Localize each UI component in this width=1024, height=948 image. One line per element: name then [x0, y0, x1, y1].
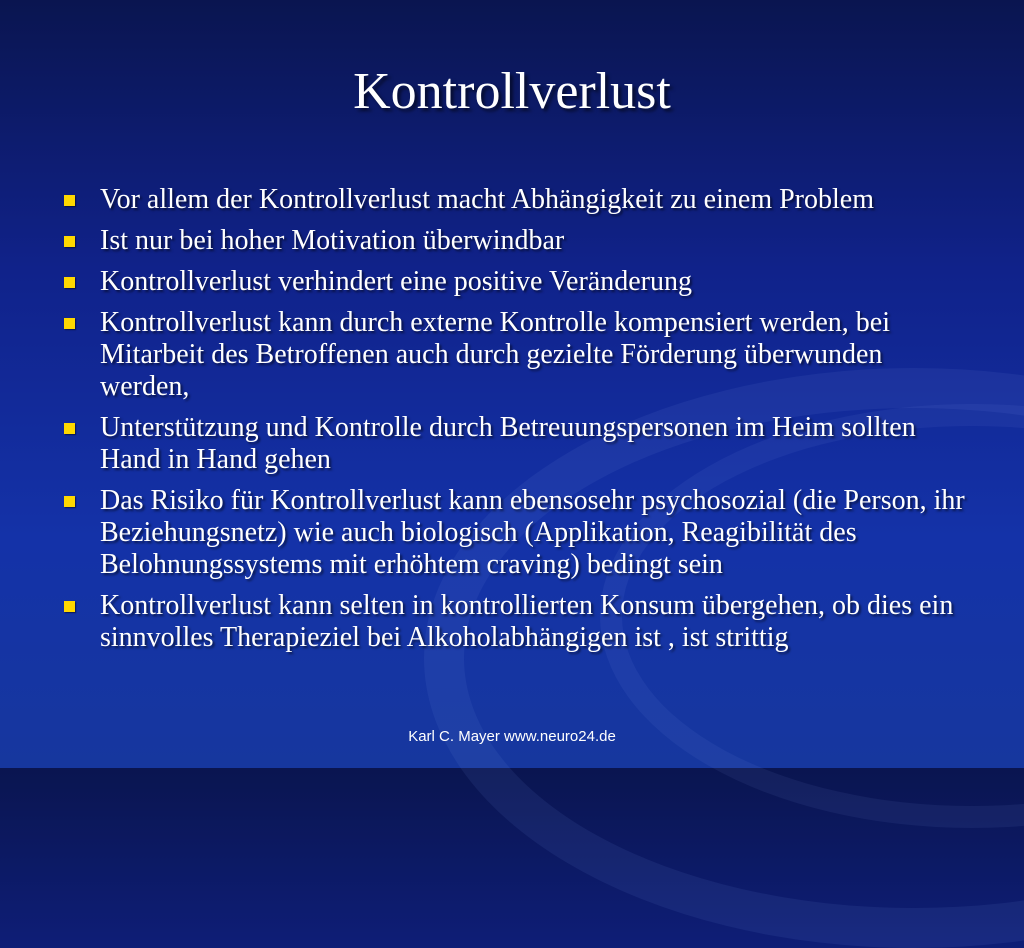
slide-title: Kontrollverlust [353, 63, 671, 120]
square-bullet-icon [64, 277, 75, 288]
square-bullet-icon [64, 496, 75, 507]
bullet-text: Das Risiko für Kontrollverlust kann ebensosehr psychosozial (die Person, ihr Beziehungsnetz) wie auch biologisch (Applikation, Reagibilität des Belohnungssystems mit erhöhtem craving) bedingt sein [100, 485, 965, 580]
bullet-item [62, 266, 974, 298]
slide-footer: Karl C. Mayer www.neuro24.de [408, 728, 616, 745]
bullet-text: Kontrollverlust verhindert eine positive Veränderung [100, 266, 692, 297]
square-bullet-icon [64, 195, 75, 206]
bullet-text: Kontrollverlust kann durch externe Kontrolle kompensiert werden, bei Mitarbeit des Betroffenen auch durch gezielte Förderung überwunden werden, [100, 307, 890, 402]
square-bullet-icon [64, 318, 75, 329]
bullet-item [62, 184, 974, 216]
square-bullet-icon [64, 236, 75, 247]
square-bullet-icon [64, 601, 75, 612]
bullet-text: Ist nur bei hoher Motivation überwindbar [100, 225, 565, 256]
bullet-text: Vor allem der Kontrollverlust macht Abhängigkeit zu einem Problem [100, 184, 874, 215]
bullet-item [62, 225, 974, 257]
bullet-item [62, 307, 974, 403]
bullet-item [62, 412, 974, 476]
bullet-text: Unterstützung und Kontrolle durch Betreuungspersonen im Heim sollten Hand in Hand gehen [100, 412, 916, 475]
bullet-item [62, 590, 974, 654]
bullet-list [62, 184, 974, 663]
square-bullet-icon [64, 423, 75, 434]
bullet-text: Kontrollverlust kann selten in kontrollierten Konsum übergehen, ob dies ein sinnvolles Therapieziel bei Alkoholabhängigen ist , ist strittig [100, 590, 954, 653]
bullet-item [62, 485, 974, 581]
